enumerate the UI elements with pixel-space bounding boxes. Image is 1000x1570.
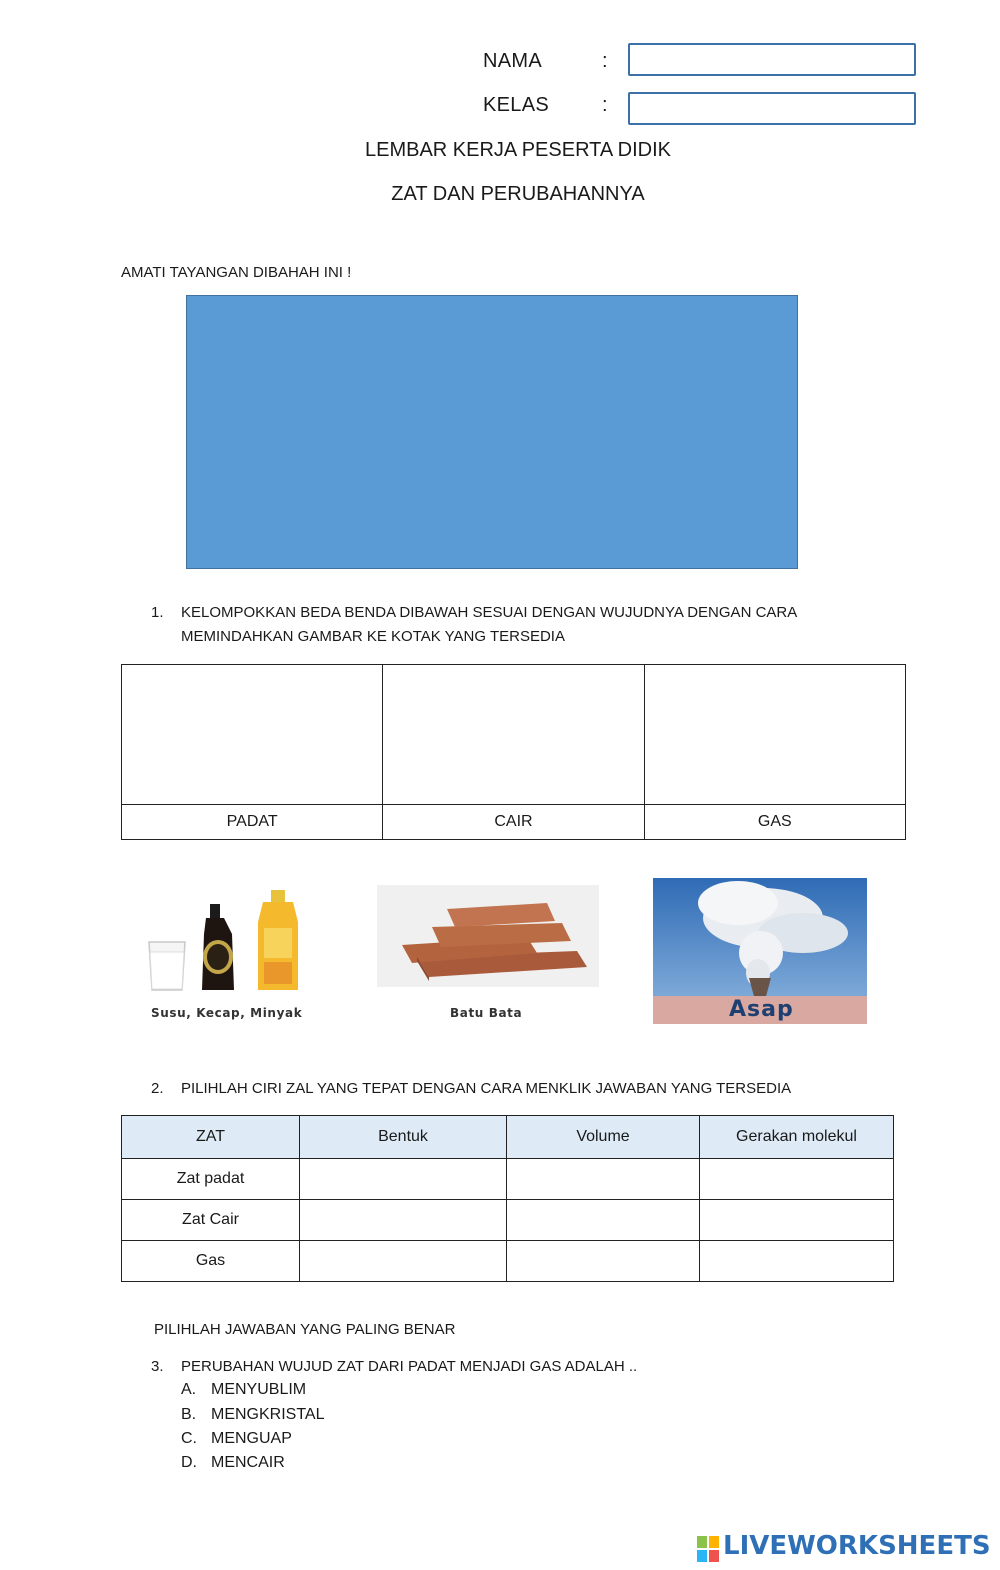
bricks-illustration	[377, 885, 599, 987]
header-gerakan: Gerakan molekul	[700, 1116, 894, 1159]
answer-gas-gerakan[interactable]	[700, 1241, 894, 1282]
intro-text: AMATI TAYANGAN DIBAHAH INI !	[121, 264, 352, 281]
q3-option-d[interactable]: MENCAIR	[211, 1454, 285, 1471]
liquids-caption: Susu, Kecap, Minyak	[151, 1006, 303, 1020]
class-colon: :	[602, 94, 608, 116]
header-zat: ZAT	[122, 1116, 300, 1159]
category-label-gas: GAS	[644, 805, 905, 840]
instruction-text: PILIHLAH JAWABAN YANG PALING BENAR	[154, 1321, 456, 1338]
q3-option-a-letter: A.	[181, 1381, 197, 1398]
bricks-caption: Batu Bata	[450, 1006, 523, 1020]
row-label-gas: Gas	[122, 1241, 300, 1282]
class-input[interactable]	[628, 92, 916, 125]
liveworksheets-logo[interactable]: LIVEWORKSHEETS	[723, 1531, 991, 1561]
q2-text: PILIHLAH CIRI ZAL YANG TEPAT DENGAN CARA MENKLIK JAWABAN YANG TERSEDIA	[181, 1080, 792, 1097]
liveworksheets-logo-icon	[697, 1536, 719, 1562]
q3-number: 3.	[151, 1358, 164, 1375]
name-label: NAMA	[483, 50, 542, 72]
q3-option-c[interactable]: MENGUAP	[211, 1430, 292, 1447]
video-player[interactable]	[186, 295, 798, 569]
q3-option-b[interactable]: MENGKRISTAL	[211, 1406, 325, 1423]
answer-gas-volume[interactable]	[507, 1241, 700, 1282]
header-bentuk: Bentuk	[300, 1116, 507, 1159]
answer-cair-bentuk[interactable]	[300, 1200, 507, 1241]
name-input[interactable]	[628, 43, 916, 76]
drag-item-bricks[interactable]	[377, 885, 599, 1022]
drop-zone-gas[interactable]	[644, 665, 905, 805]
q1-text-line1: KELOMPOKKAN BEDA BENDA DIBAWAH SESUAI DENGAN WUJUDNYA DENGAN CARA	[181, 604, 798, 621]
liquids-illustration	[146, 882, 322, 1000]
name-colon: :	[602, 50, 608, 72]
worksheet-title: LEMBAR KERJA PESERTA DIDIK	[364, 139, 672, 161]
answer-cair-gerakan[interactable]	[700, 1200, 894, 1241]
answer-gas-bentuk[interactable]	[300, 1241, 507, 1282]
row-label-padat: Zat padat	[122, 1159, 300, 1200]
answer-cair-volume[interactable]	[507, 1200, 700, 1241]
drag-item-liquids[interactable]	[146, 882, 322, 1022]
q2-number: 2.	[151, 1080, 164, 1097]
smoke-caption: Asap	[729, 997, 794, 1022]
row-label-cair: Zat Cair	[122, 1200, 300, 1241]
drop-zone-padat[interactable]	[122, 665, 383, 805]
q3-option-c-letter: C.	[181, 1430, 197, 1447]
category-table	[121, 664, 906, 840]
drop-zone-cair[interactable]	[383, 665, 644, 805]
properties-table	[121, 1115, 894, 1282]
q3-option-d-letter: D.	[181, 1454, 197, 1471]
answer-padat-gerakan[interactable]	[700, 1159, 894, 1200]
header-volume: Volume	[507, 1116, 700, 1159]
drag-item-smoke[interactable]	[653, 878, 867, 1024]
q1-number: 1.	[151, 604, 164, 621]
category-label-padat: PADAT	[122, 805, 383, 840]
answer-padat-bentuk[interactable]	[300, 1159, 507, 1200]
q1-text-line2: MEMINDAHKAN GAMBAR KE KOTAK YANG TERSEDIA	[181, 628, 565, 645]
category-label-cair: CAIR	[383, 805, 644, 840]
q3-option-b-letter: B.	[181, 1406, 197, 1423]
q3-text: PERUBAHAN WUJUD ZAT DARI PADAT MENJADI GAS ADALAH ..	[181, 1358, 638, 1375]
worksheet-subtitle: ZAT DAN PERUBAHANNYA	[391, 183, 645, 205]
q3-option-a[interactable]: MENYUBLIM	[211, 1381, 307, 1398]
answer-padat-volume[interactable]	[507, 1159, 700, 1200]
class-label: KELAS	[483, 94, 549, 116]
